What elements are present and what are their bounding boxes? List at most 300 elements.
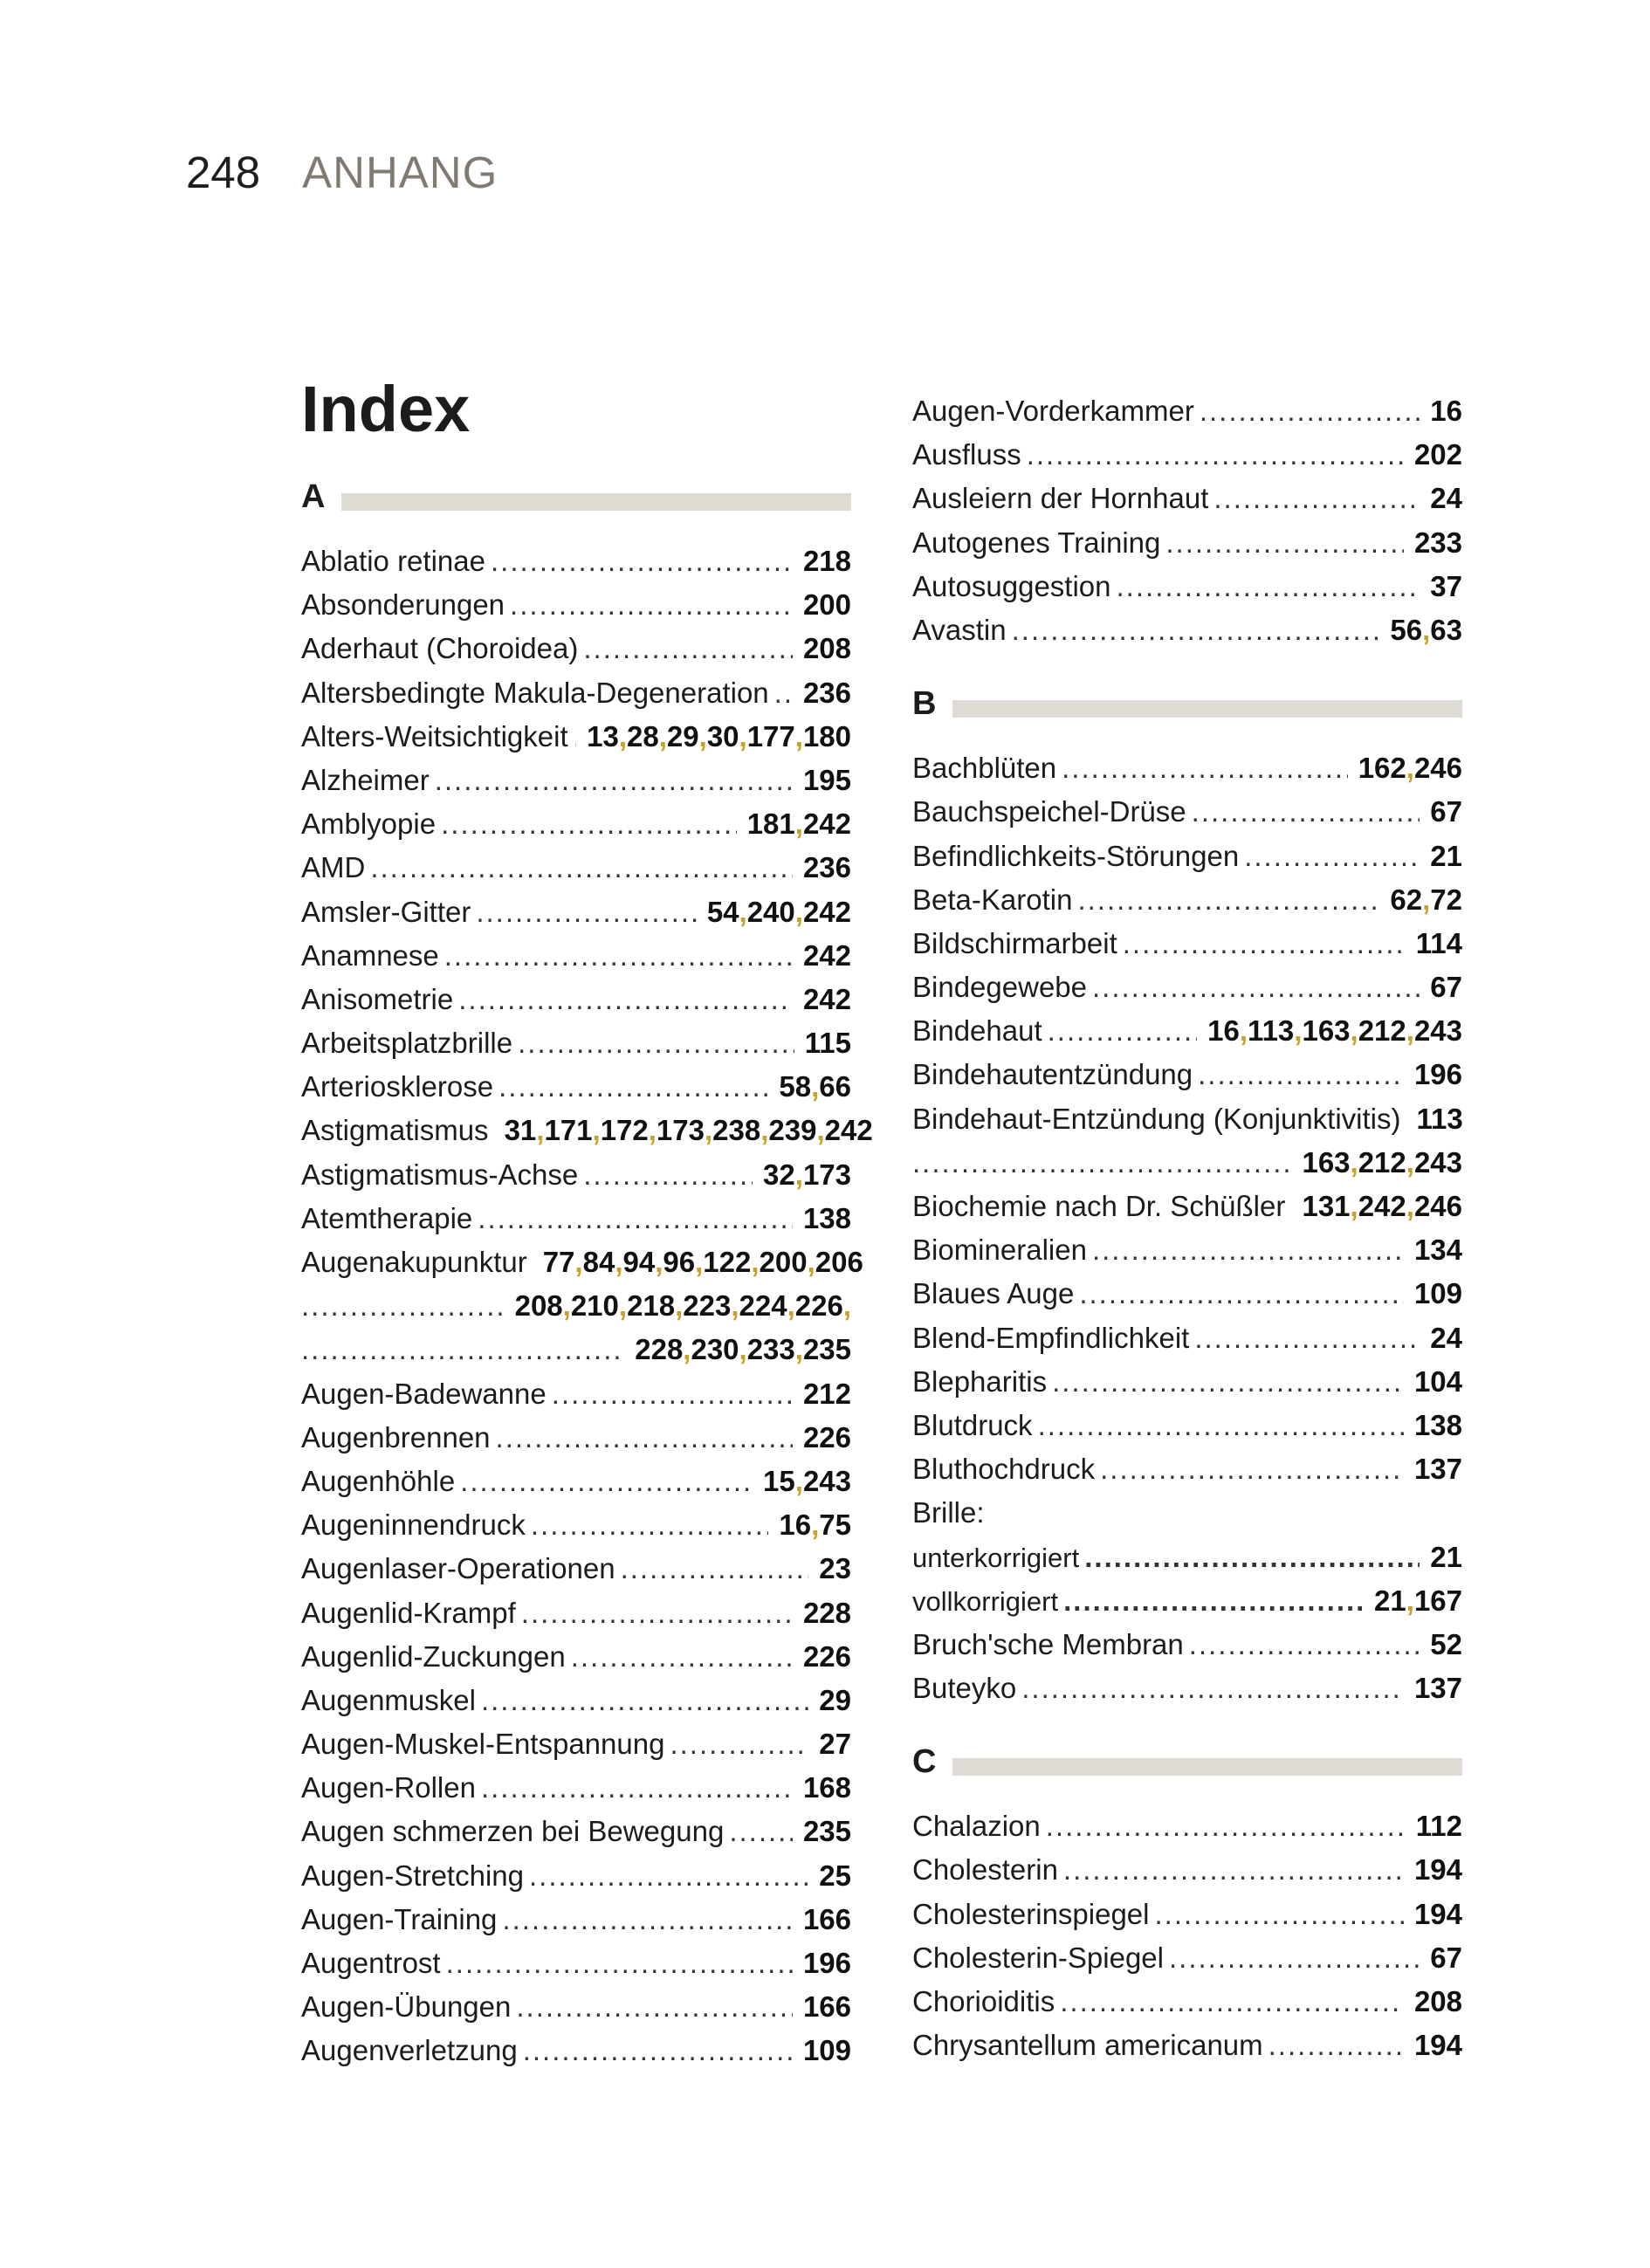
page-ref: 138 (1413, 1408, 1462, 1441)
page-ref: 28 (627, 719, 659, 753)
index-entry (912, 1804, 1462, 1848)
page-references (1414, 521, 1462, 565)
index-entry (912, 1980, 1462, 2024)
index-term: Chrysantellum americanum (912, 2029, 1263, 2062)
leader-dots (444, 934, 793, 978)
page-ref: 30 (706, 719, 739, 753)
index-term: Bachblüten (912, 752, 1057, 785)
page-ref: 109 (802, 2034, 851, 2067)
page-ref: 77 (542, 1246, 575, 1278)
index-entry (301, 1197, 851, 1241)
page-separator: , (811, 1070, 820, 1103)
page-separator: , (536, 1114, 545, 1147)
page-references (819, 1722, 851, 1766)
index-term: Bluthochdruck (912, 1453, 1096, 1486)
leader-dots (1155, 1893, 1404, 1936)
index-entry (912, 1404, 1462, 1447)
page-separator: , (794, 1464, 803, 1497)
index-term: Blutdruck (912, 1408, 1033, 1441)
leader-dots (1100, 1447, 1404, 1491)
page-ref: 167 (1413, 1584, 1462, 1617)
page-references (1414, 1893, 1462, 1936)
page-references (803, 540, 851, 583)
page-separator: , (1239, 1014, 1248, 1048)
letter-heading (912, 685, 1462, 731)
index-entry (301, 1722, 851, 1766)
leader-dots (583, 1153, 753, 1197)
index-entry (301, 1766, 851, 1810)
leader-dots (1189, 1623, 1420, 1667)
index-entry (301, 2029, 851, 2072)
page-references (1430, 1623, 1462, 1667)
index-entry (301, 1416, 851, 1460)
page-ref: 200 (802, 588, 851, 622)
page-ref: 67 (1430, 971, 1462, 1004)
page-ref: 137 (1413, 1453, 1462, 1486)
page-separator: , (1350, 1190, 1358, 1222)
page-separator: , (794, 808, 803, 841)
page-ref: 180 (802, 719, 851, 753)
section-gap (912, 1710, 1462, 1743)
page-references (819, 1854, 851, 1898)
leader-dots (1192, 790, 1420, 834)
leader-dots (1117, 565, 1420, 608)
page-ref: 16 (1207, 1014, 1240, 1048)
page-separator: , (739, 1333, 747, 1366)
page-ref: 24 (1430, 1321, 1462, 1354)
page-separator: , (1406, 752, 1414, 785)
page-references (1358, 746, 1462, 790)
page-ref: 228 (802, 1596, 851, 1629)
page-separator: , (574, 1246, 583, 1278)
index-entry (912, 433, 1462, 477)
index-entry (912, 1316, 1462, 1360)
page-ref: 27 (819, 1728, 851, 1761)
page-references (1414, 1404, 1462, 1447)
page-ref: 243 (1413, 1014, 1462, 1048)
index-subhead: Brille: (912, 1496, 985, 1529)
page-ref: 168 (802, 1771, 851, 1804)
index-term: vollkorrigiert (912, 1585, 1059, 1617)
index-entry (912, 389, 1462, 433)
page-ref: 228 (635, 1333, 684, 1366)
page-ref: 173 (656, 1114, 705, 1147)
page-references (1430, 835, 1462, 878)
page-references (803, 583, 851, 627)
index-term: Augentrost (301, 1947, 441, 1979)
page-ref: 84 (582, 1246, 615, 1278)
index-term: Anisometrie (301, 982, 454, 1015)
leader-dots (446, 1942, 793, 1985)
leader-dots (1290, 1185, 1291, 1228)
leader-dots (1244, 835, 1420, 878)
page-references (819, 1547, 851, 1591)
page-ref: 163 (1302, 1014, 1351, 1048)
page-ref: 226 (802, 1639, 851, 1673)
page-references (587, 715, 851, 759)
index-term: Cholesterin-Spiegel (912, 1941, 1164, 1974)
page-ref: 194 (1413, 1853, 1462, 1887)
page-references (1414, 1272, 1462, 1316)
page-ref: 194 (1413, 1897, 1462, 1930)
section-letter: B (912, 685, 937, 723)
page-references (1414, 1667, 1462, 1710)
page-references (803, 934, 851, 978)
index-entry (912, 2024, 1462, 2067)
index-entry (912, 1536, 1462, 1579)
index-term: unterkorrigiert (912, 1542, 1080, 1573)
page-separator: , (731, 1289, 739, 1323)
index-entry (301, 583, 851, 627)
leader-dots (670, 1722, 808, 1766)
page-references (1430, 565, 1462, 608)
index-term: Bindegewebe (912, 971, 1087, 1004)
page-ref: 246 (1413, 1190, 1462, 1222)
page-references (1414, 1447, 1462, 1491)
heading-rule (952, 700, 1462, 718)
page-references (779, 1503, 851, 1547)
leader-dots (1038, 1404, 1404, 1447)
page-ref: 242 (802, 895, 851, 928)
page-separator: , (683, 1333, 691, 1366)
index-entry (912, 1667, 1462, 1710)
page-ref: 223 (683, 1289, 732, 1323)
page-ref: 202 (1413, 438, 1462, 471)
page-ref: 218 (802, 545, 851, 577)
index-entry (301, 1328, 851, 1371)
index-entry (912, 1141, 1462, 1185)
section-letter: C (912, 1743, 937, 1781)
page-references (1414, 1848, 1462, 1892)
index-term: Buteyko (912, 1672, 1017, 1705)
page-ref: 210 (570, 1289, 619, 1323)
page-separator: , (655, 1246, 663, 1278)
index-term: Augen-Badewanne (301, 1377, 547, 1410)
page-separator: , (1294, 1014, 1303, 1048)
letter-heading (912, 1743, 1462, 1789)
page-separator: , (1406, 1190, 1414, 1222)
page-ref: 96 (663, 1246, 696, 1278)
index-term: Biochemie nach Dr. Schüßler (912, 1190, 1286, 1222)
index-entry (912, 922, 1462, 966)
page-ref: 226 (794, 1289, 843, 1323)
page-references (803, 1766, 851, 1810)
index-term: Bindehautentzündung (912, 1058, 1193, 1091)
page-references (763, 1153, 851, 1197)
index-term: Augenhöhle (301, 1464, 456, 1497)
leader-dots (1268, 2024, 1404, 2067)
page-references (763, 1460, 851, 1503)
leader-dots (458, 978, 793, 1021)
leader-dots (1012, 608, 1380, 652)
right-column (912, 389, 1462, 2067)
page-ref: 66 (819, 1070, 851, 1103)
index-term: Bildschirmarbeit (912, 926, 1117, 959)
page-references (1416, 1804, 1462, 1848)
index-term: Astigmatismus (301, 1114, 489, 1147)
page-references (803, 1898, 851, 1942)
leader-dots (552, 1372, 793, 1416)
left-column (301, 373, 873, 2073)
page-ref: 242 (802, 982, 851, 1015)
page-ref: 242 (1358, 1190, 1406, 1222)
index-entry (301, 890, 851, 934)
index-entry (912, 1623, 1462, 1667)
index-term: Augenbrennen (301, 1420, 491, 1454)
heading-rule (952, 1758, 1462, 1776)
leader-dots (529, 1854, 808, 1898)
index-term: Amblyopie (301, 808, 437, 841)
page-ref: 67 (1430, 1941, 1462, 1974)
leader-dots (1165, 521, 1404, 565)
page-ref: 67 (1430, 795, 1462, 828)
index-term: Bruch'sche Membran (912, 1627, 1184, 1660)
leader-dots (502, 1898, 793, 1942)
leader-dots (1046, 1804, 1406, 1848)
page-ref: 212 (1358, 1014, 1406, 1048)
page-separator: , (618, 1289, 628, 1323)
index-entry (301, 1679, 851, 1722)
page-separator: , (794, 1333, 803, 1366)
leader-dots (1200, 389, 1420, 433)
page-ref: 109 (1413, 1277, 1462, 1310)
page-references (803, 1591, 851, 1635)
page-ref: 15 (763, 1464, 795, 1497)
page-ref: 236 (802, 851, 851, 884)
index-entry (912, 1360, 1462, 1404)
page-ref: 72 (1430, 883, 1462, 916)
leader-dots (1123, 922, 1406, 966)
page-references (1414, 1360, 1462, 1404)
index-entry (912, 746, 1462, 790)
leader-dots (460, 1460, 753, 1503)
page-ref: 208 (802, 632, 851, 665)
index-term: Absonderungen (301, 588, 505, 622)
page-ref: 208 (514, 1289, 563, 1323)
page-ref: 218 (627, 1289, 676, 1323)
index-term: Augen-Muskel-Entspannung (301, 1728, 665, 1761)
leader-dots (441, 802, 737, 846)
page-ref: 115 (804, 1027, 851, 1060)
leader-dots (1048, 1009, 1198, 1053)
index-entry (912, 1009, 1462, 1053)
page-references (1207, 1009, 1462, 1053)
index-entry (301, 1898, 851, 1942)
index-term: Anamnese (301, 938, 439, 972)
leader-dots (1194, 1316, 1420, 1360)
index-entry (301, 978, 851, 1021)
page-ref: 56 (1390, 613, 1423, 646)
leader-dots (491, 540, 793, 583)
page-references (1416, 922, 1462, 966)
leader-dots (621, 1547, 809, 1591)
page-ref: 208 (1413, 1985, 1462, 2017)
page-ref: 212 (1358, 1145, 1406, 1179)
page-ref: 226 (802, 1420, 851, 1454)
page-separator: , (704, 1114, 713, 1147)
page-references (1374, 1579, 1462, 1623)
page-ref: 94 (622, 1246, 656, 1278)
leader-dots (1079, 1272, 1404, 1316)
page-ref: 32 (763, 1158, 795, 1191)
index-entry (912, 1228, 1462, 1272)
page-references (1414, 1980, 1462, 2024)
index-entry (301, 1942, 851, 1985)
page-separator: , (760, 1114, 769, 1147)
page-ref: 137 (1413, 1672, 1462, 1705)
page-ref: 114 (1415, 926, 1462, 959)
page-references (1417, 1097, 1463, 1141)
index-term: Augen schmerzen bei Bewegung (301, 1815, 725, 1848)
page-references (747, 802, 851, 846)
leader-dots (574, 715, 577, 759)
page-references (1414, 433, 1462, 477)
index-entry (301, 1460, 851, 1503)
page-separator: , (739, 719, 747, 753)
index-term: Augen-Vorderkammer (912, 395, 1194, 427)
leader-dots (1213, 477, 1420, 520)
page-ref: 31 (504, 1114, 537, 1147)
page-references (543, 1241, 863, 1284)
leader-dots (729, 1810, 793, 1853)
index-entry (912, 521, 1462, 565)
page-ref: 242 (802, 938, 851, 972)
index-entry (301, 802, 851, 846)
index-term: Cholesterinspiegel (912, 1897, 1150, 1930)
leader-dots (1063, 1848, 1404, 1892)
page-separator: , (592, 1114, 601, 1147)
page-references (803, 1635, 851, 1679)
page-ref: 52 (1430, 1627, 1462, 1660)
index-entry (301, 1503, 851, 1547)
leader-dots (476, 890, 696, 934)
index-term: Avastin (912, 613, 1007, 646)
index-term: Altersbedingte Makula-Degeneration (301, 676, 769, 709)
page-separator: , (695, 1246, 704, 1278)
index-entry (912, 1447, 1462, 1491)
continued-entries (912, 389, 1462, 652)
page-references (819, 1679, 851, 1722)
page-ref: 24 (1430, 482, 1462, 515)
page-number: 248 (186, 148, 261, 197)
page-references (1302, 1141, 1462, 1185)
index-entry (912, 1579, 1462, 1623)
page-ref: 138 (802, 1201, 851, 1234)
page-separator: , (1406, 1014, 1414, 1048)
index-entry (912, 790, 1462, 834)
leader-dots (1169, 1936, 1420, 1980)
page-ref: 37 (1430, 569, 1462, 602)
page-ref: 212 (802, 1377, 851, 1410)
page-separator: , (675, 1289, 684, 1323)
page-ref: 29 (819, 1683, 851, 1716)
leader-dots (1084, 1536, 1420, 1579)
index-term: Aderhaut (Choroidea) (301, 632, 579, 665)
page-ref: 163 (1302, 1145, 1351, 1179)
section-gap (912, 652, 1462, 685)
page-ref: 233 (1413, 526, 1462, 559)
page-references (1430, 966, 1462, 1009)
leader-dots (1027, 433, 1404, 477)
index-entry (912, 835, 1462, 878)
index-entry (301, 1284, 851, 1328)
index-entry (912, 608, 1462, 652)
page-ref: 29 (666, 719, 699, 753)
page-references (1430, 790, 1462, 834)
page-ref: 134 (1413, 1234, 1462, 1267)
page-separator: , (811, 1509, 820, 1542)
index-entry (912, 1185, 1462, 1228)
page-ref: 54 (706, 895, 739, 928)
index-term: Augenakupunktur (301, 1246, 527, 1278)
page-separator: , (751, 1246, 760, 1278)
page-ref: 122 (703, 1246, 752, 1278)
index-term: Augenmuskel (301, 1683, 476, 1716)
page-references (803, 1197, 851, 1241)
leader-dots (571, 1635, 793, 1679)
index-entry (301, 1153, 851, 1197)
page-separator: , (1406, 1584, 1414, 1617)
index-term: Astigmatismus-Achse (301, 1158, 579, 1191)
page-references (1430, 1536, 1462, 1579)
page-ref: 238 (712, 1114, 761, 1147)
page-separator: , (794, 895, 803, 928)
leader-dots (1198, 1053, 1404, 1096)
index-entry (301, 1985, 851, 2029)
index-term: Autogenes Training (912, 526, 1161, 559)
page-ref: 113 (1416, 1102, 1463, 1135)
page-separator: , (648, 1114, 657, 1147)
index-entry (301, 540, 851, 583)
index-entry (301, 1021, 851, 1065)
index-entry (912, 1936, 1462, 1980)
page-references (805, 1021, 851, 1065)
page-references (803, 978, 851, 1021)
index-entry (301, 1241, 863, 1284)
page-ref: 230 (691, 1333, 739, 1366)
index-term: Augen-Training (301, 1902, 498, 1935)
index-entry (912, 1848, 1462, 1892)
page-ref: 75 (819, 1509, 851, 1542)
page-separator: , (1422, 883, 1431, 916)
page-references (1414, 1228, 1462, 1272)
page-ref: 104 (1413, 1364, 1462, 1398)
page-references (803, 1810, 851, 1853)
index-term: Chalazion (912, 1810, 1041, 1843)
index-term: Augenverletzung (301, 2034, 518, 2067)
page-separator: , (1350, 1014, 1358, 1048)
page-ref: 236 (802, 676, 851, 709)
page-references (779, 1065, 851, 1109)
index-entry (301, 1372, 851, 1416)
index-entry (912, 966, 1462, 1009)
page-ref: 21 (1374, 1584, 1406, 1617)
index-entry (912, 1893, 1462, 1936)
leader-dots (1077, 878, 1379, 922)
page-separator: , (807, 1246, 815, 1278)
page-separator: , (562, 1289, 571, 1323)
right-sections (912, 652, 1462, 2067)
page-ref: 23 (819, 1552, 851, 1585)
page-separator: , (794, 1158, 803, 1191)
page-separator: , (1350, 1145, 1358, 1179)
index-term: Ausfluss (912, 438, 1021, 471)
index-term: Ablatio retinae (301, 545, 485, 577)
running-head (186, 150, 498, 195)
page-references (1390, 878, 1462, 922)
page-ref: 195 (802, 763, 851, 796)
page-ref: 243 (1413, 1145, 1462, 1179)
